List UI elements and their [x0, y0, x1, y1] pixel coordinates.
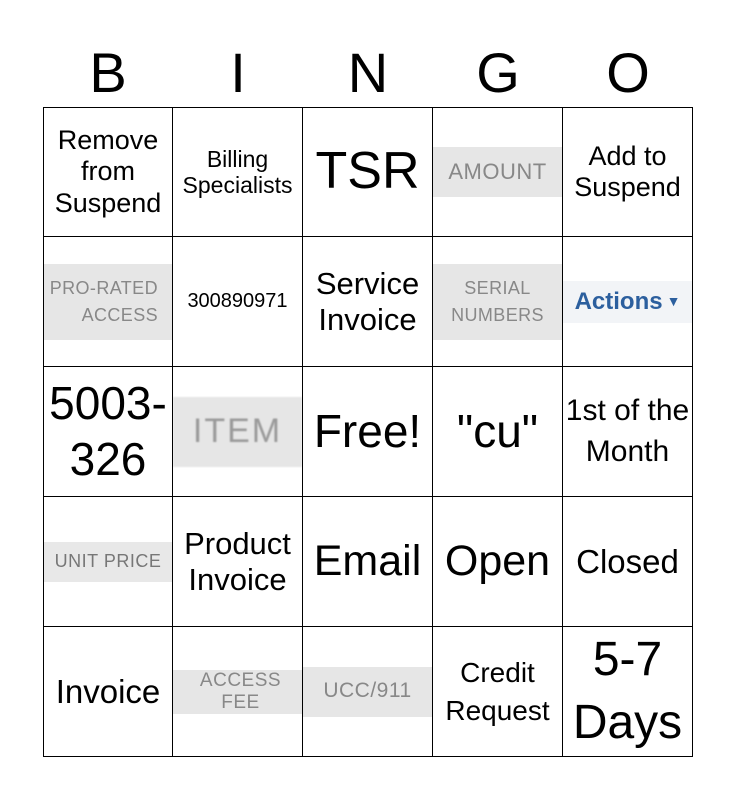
bingo-cell[interactable] — [303, 627, 433, 757]
bingo-cell[interactable] — [433, 107, 563, 237]
bingo-cell[interactable] — [303, 107, 433, 237]
bingo-cell[interactable] — [173, 627, 303, 757]
bingo-cell[interactable] — [43, 497, 173, 627]
header-letter-n: N — [347, 41, 389, 104]
bingo-cell[interactable] — [563, 497, 693, 627]
cell-text: Closed — [576, 542, 679, 580]
bingo-cell[interactable] — [433, 237, 563, 367]
cell-text: TSR — [315, 142, 420, 201]
header-letter-g: G — [476, 41, 520, 104]
bingo-cell[interactable] — [43, 627, 173, 757]
cropped-label-image: ACCESS FEE — [173, 670, 302, 714]
caret-down-icon: ▼ — [666, 293, 681, 310]
cell-text: Open — [444, 536, 551, 585]
cell-text: Billing Specialists — [182, 145, 293, 198]
cropped-label-image: ITEM — [173, 397, 302, 467]
bingo-cell[interactable] — [173, 367, 303, 497]
cell-text-line: SERIAL — [464, 278, 531, 299]
cell-text-line: ACCESS — [81, 304, 158, 325]
cell-text: Credit Request — [445, 656, 550, 726]
bingo-cell[interactable] — [563, 627, 693, 757]
bingo-cell[interactable] — [173, 497, 303, 627]
cell-text: Add to Suspend — [574, 140, 681, 202]
cell-text: Invoice — [55, 672, 161, 710]
cell-text: 300890971 — [187, 290, 288, 312]
bingo-cell[interactable] — [563, 367, 693, 497]
bingo-cell[interactable] — [43, 107, 173, 237]
cell-text-line: PRO-RATED — [49, 278, 158, 299]
cell-text: 5003-326 — [49, 377, 167, 485]
cell-text: Product Invoice — [184, 525, 291, 597]
cropped-label-image — [44, 264, 172, 340]
bingo-cell[interactable] — [433, 367, 563, 497]
cell-text: Email — [313, 536, 422, 585]
bingo-cell[interactable] — [433, 627, 563, 757]
cell-text: 1st of the Month — [565, 394, 690, 468]
bingo-cell[interactable] — [433, 497, 563, 627]
header-letter-o: O — [606, 41, 650, 104]
cropped-label-image — [433, 264, 562, 340]
actions-dropdown-image — [563, 281, 692, 323]
cell-text: Remove from Suspend — [54, 125, 162, 218]
bingo-cell[interactable] — [563, 237, 693, 367]
bingo-cell[interactable] — [43, 367, 173, 497]
bingo-cell[interactable] — [173, 107, 303, 237]
header-letter-b: B — [89, 41, 127, 104]
cell-text: "cu" — [456, 404, 539, 457]
cropped-label-image: UCC/911 — [303, 667, 432, 717]
actions-label: Actions — [574, 287, 663, 315]
cell-text-line: NUMBERS — [451, 304, 544, 325]
cell-text: Free! — [313, 404, 422, 457]
bingo-cell[interactable] — [173, 237, 303, 367]
bingo-cell[interactable] — [303, 237, 433, 367]
bingo-cell[interactable] — [43, 237, 173, 367]
bingo-cell[interactable] — [303, 367, 433, 497]
bingo-header — [43, 40, 693, 106]
bingo-cell[interactable] — [303, 497, 433, 627]
cropped-label-image: UNIT PRICE — [44, 542, 172, 582]
bingo-cell[interactable] — [563, 107, 693, 237]
header-letter-i: I — [230, 41, 246, 104]
cropped-label-image: AMOUNT — [433, 147, 562, 197]
bingo-board — [43, 107, 693, 757]
cell-text: Service Invoice — [315, 265, 420, 337]
cell-text: 5-7 Days — [572, 633, 683, 749]
